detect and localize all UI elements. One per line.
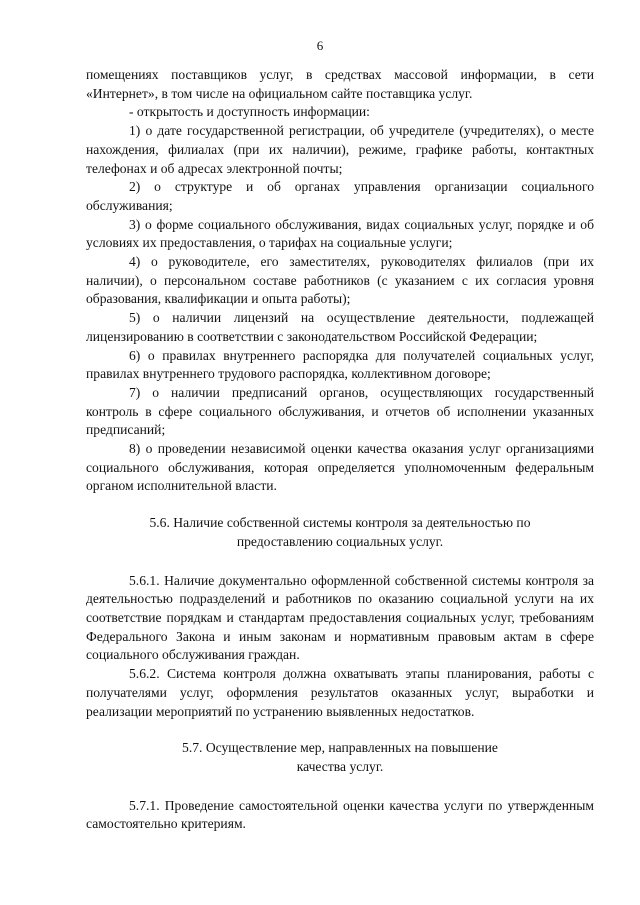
list-item-2: 2) о структуре и об органах управления организации социального обслуживания; (86, 179, 594, 213)
document-body (86, 66, 594, 834)
paragraph-5-6-2: 5.6.2. Система контроля должна охватывать этапы планирования, работы с получателями услуг, оформления результатов оказанных услуг, выработки и реализации мероприятий по устранению выявленных недостатков. (86, 666, 594, 719)
section-heading-5-7-line-2: качества услуг. (296, 758, 384, 774)
paragraph-openness-intro: - открытость и доступность информации: (129, 104, 370, 120)
list-item-7: 7) о наличии предписаний органов, осуществляющих государственный контроль в сфере социального обслуживания, и отчетов об исполнении указанных предписаний; (86, 384, 594, 438)
section-heading-5-6-line-2: предоставлению социальных услуг. (236, 533, 444, 549)
list-item-6: 6) о правилах внутреннего распорядка для получателей социальных услуг, правилах внутреннего трудового распорядка, коллективном договоре; (86, 347, 594, 382)
list-item-1: 1) о дате государственной регистрации, об учредителе (учредителях), о месте нахождения, филиалах (при их наличии), режиме, графике работы, контактных телефонах и об адресах электронной почты; (86, 123, 594, 176)
list-item-3: 3) о форме социального обслуживания, видах социальных услуг, порядке и об условиях их предоставления, о тарифах на социальные услуги; (86, 216, 594, 251)
list-item-8: 8) о проведении независимой оценки качества оказания услуг организациями социального обслуживания, которая определяется уполномоченным федеральным органом исполнительной власти. (86, 441, 594, 494)
paragraph-continuation: помещениях поставщиков услуг, в средствах массовой информации, в сети «Интернет», в том числе на официальном сайте поставщика услуг. (86, 67, 594, 101)
section-heading-5-7-line-1: 5.7. Осуществление мер, направленных на повышение (182, 740, 498, 756)
section-heading-5-6-line-1: 5.6. Наличие собственной системы контроля за деятельностью по (149, 515, 531, 531)
paragraph-5-6-1: 5.6.1. Наличие документально оформленной собственной системы контроля за деятельностью подразделений и работников по оказанию социальной услуги на их соответствие порядкам и стандартам предоставления социальных услуг, требованиям Федерального Закона и иным законам и нормативным правовым актам в сфере социального обслуживания граждан. (86, 572, 594, 663)
page-number: 6 (316, 38, 324, 53)
list-item-5: 5) о наличии лицензий на осуществление деятельности, подлежащей лицензированию в соответствии с законодательством Российской Федерации; (86, 310, 594, 344)
paragraph-5-7-1: 5.7.1. Проведение самостоятельной оценки качества услуги по утвержденным самостоятельно критериям. (86, 797, 594, 832)
list-item-4: 4) о руководителе, его заместителях, руководителях филиалов (при их наличии), о персональном составе работников (с указанием с их согласия уровня образования, квалификации и опыта работы); (86, 254, 594, 307)
